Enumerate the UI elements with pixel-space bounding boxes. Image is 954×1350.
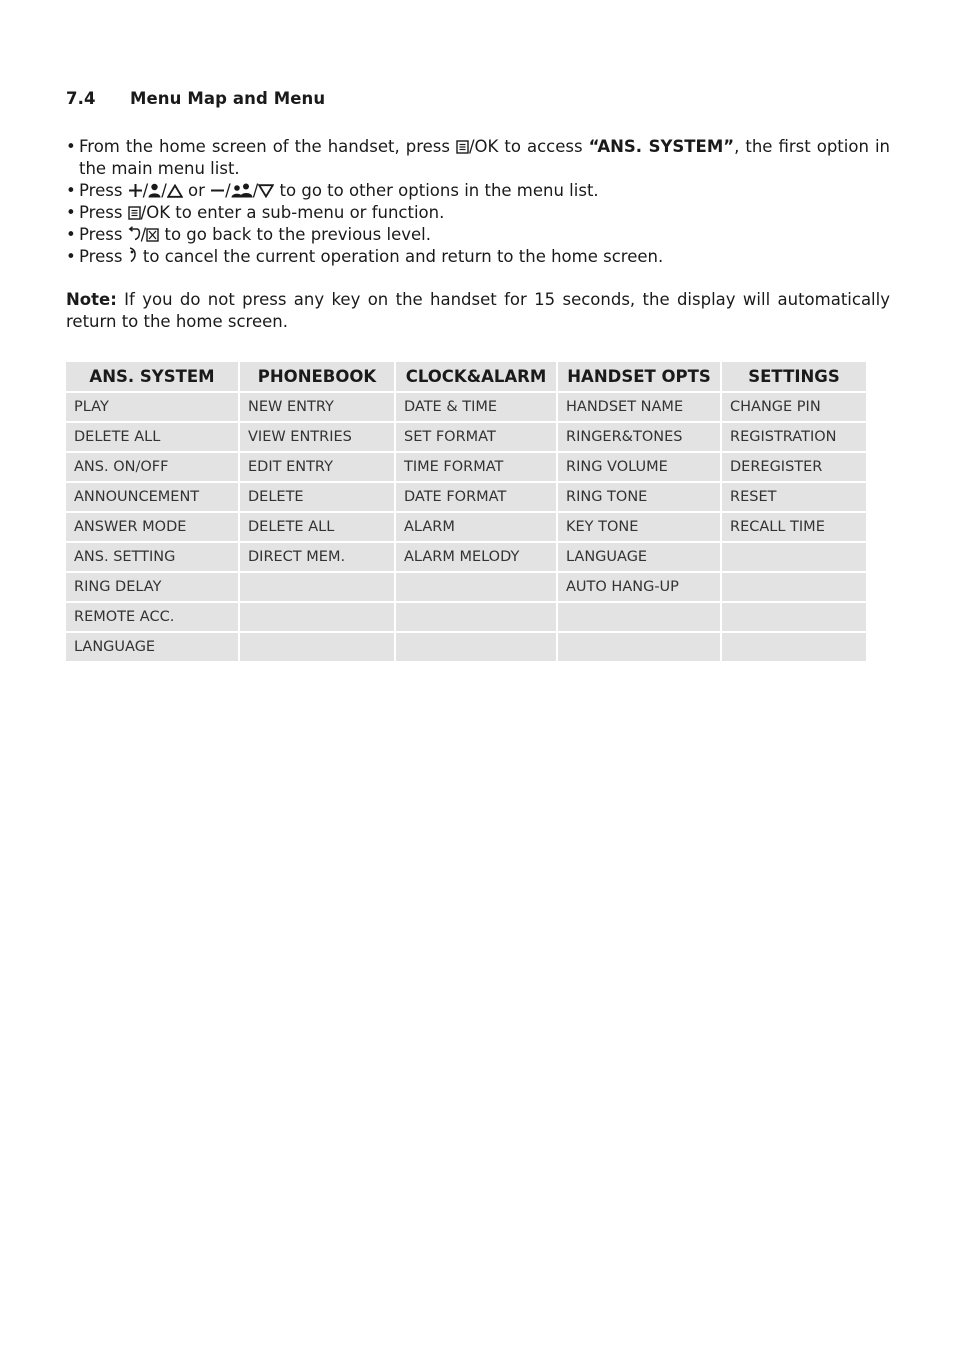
table-cell [240,603,394,633]
table-cell: LANGUAGE [66,633,238,663]
table-cell [722,543,866,573]
table-row [66,543,866,573]
menu-list-icon [128,206,141,220]
note-label: Note: [66,290,117,309]
table-cell: RESET [722,483,866,513]
table-cell: ANS. SETTING [66,543,238,573]
table-cell: DEREGISTER [722,453,866,483]
table-cell: DATE & TIME [396,393,556,423]
table-cell: PLAY [66,393,238,423]
table-row [66,603,866,633]
down-triangle-icon [258,184,274,198]
table-cell: REMOTE ACC. [66,603,238,633]
bullet-text: Press [79,225,128,244]
table-cell: LANGUAGE [558,543,720,573]
bullet-text: , the first option in the main menu list. [79,137,890,178]
table-cell: NEW ENTRY [240,393,394,423]
note-text: If you do not press any key on the handset for 15 seconds, the display will automatically return to the home screen. [66,290,890,331]
bullet-text: From the home screen of the handset, press [79,137,456,156]
table-cell [396,603,556,633]
table-cell: ANNOUNCEMENT [66,483,238,513]
column-header: ANS. SYSTEM [66,362,238,393]
table-row [66,453,866,483]
table-cell [722,603,866,633]
table-cell: ANSWER MODE [66,513,238,543]
key-label: /OK [140,203,171,222]
table-row [66,483,866,513]
instruction-list [66,136,890,268]
menu-list-icon [456,140,469,154]
table-cell: DATE FORMAT [396,483,556,513]
note-paragraph [66,289,890,333]
plus-icon [128,183,143,198]
list-item [66,224,890,246]
slash: / [142,181,149,200]
table-cell: ALARM MELODY [396,543,556,573]
table-cell [558,633,720,663]
table-cell: DIRECT MEM. [240,543,394,573]
mute-box-icon [146,228,159,242]
slash: / [140,225,147,244]
single-contact-icon [148,183,161,198]
table-row [66,633,866,663]
table-cell [722,633,866,663]
bullet-text: to go back to the previous level. [159,225,431,244]
slash: / [252,181,259,200]
table-cell: AUTO HANG-UP [558,573,720,603]
list-item [66,246,890,268]
table-cell: DELETE ALL [240,513,394,543]
table-cell: CHANGE PIN [722,393,866,423]
slash: / [161,181,167,200]
slash: / [225,181,231,200]
menu-option-name: “ANS. SYSTEM” [588,137,735,156]
table-cell: DELETE ALL [66,423,238,453]
bullet-text: Press [79,203,128,222]
list-item [66,202,890,224]
bullet-text: Press [79,247,128,266]
table-row [66,423,866,453]
table-cell: ANS. ON/OFF [66,453,238,483]
table-cell: TIME FORMAT [396,453,556,483]
table-cell: REGISTRATION [722,423,866,453]
table-cell: KEY TONE [558,513,720,543]
table-cell: SET FORMAT [396,423,556,453]
multiple-contacts-icon [231,183,253,198]
table-cell: RING TONE [558,483,720,513]
table-cell: VIEW ENTRIES [240,423,394,453]
bullet-text: to access [498,137,589,156]
table-cell: RINGER&TONES [558,423,720,453]
bullet-text: to go to other options in the menu list. [274,181,599,200]
table-cell [558,603,720,633]
list-item [66,180,890,202]
column-header: PHONEBOOK [240,362,394,393]
section-title: Menu Map and Menu [130,89,326,108]
table-cell [722,573,866,603]
table-header-row [66,362,866,393]
menu-map-table [64,362,868,663]
table-cell [240,633,394,663]
column-header: HANDSET OPTS [558,362,720,393]
bullet-text: to cancel the current operation and return to the home screen. [137,247,664,266]
table-cell: HANDSET NAME [558,393,720,423]
table-row [66,573,866,603]
section-heading [66,89,325,108]
table-cell [240,573,394,603]
table-cell: ALARM [396,513,556,543]
bullet-text: or [182,181,211,200]
table-cell: RING VOLUME [558,453,720,483]
table-cell: DELETE [240,483,394,513]
bullet-text: to enter a sub-menu or function. [170,203,445,222]
up-triangle-icon [167,184,183,198]
minus-icon [210,183,225,198]
list-item [66,136,890,180]
column-header: SETTINGS [722,362,866,393]
table-cell: RECALL TIME [722,513,866,543]
table-row [66,393,866,423]
table-cell [396,573,556,603]
column-header: CLOCK&ALARM [396,362,556,393]
bullet-text: Press [79,181,128,200]
back-arrow-icon [128,226,141,242]
table-cell: EDIT ENTRY [240,453,394,483]
table-cell [396,633,556,663]
table-row [66,513,866,543]
key-label: /OK [468,137,499,156]
end-call-icon [128,246,138,264]
table-cell: RING DELAY [66,573,238,603]
section-number: 7.4 [66,89,96,108]
